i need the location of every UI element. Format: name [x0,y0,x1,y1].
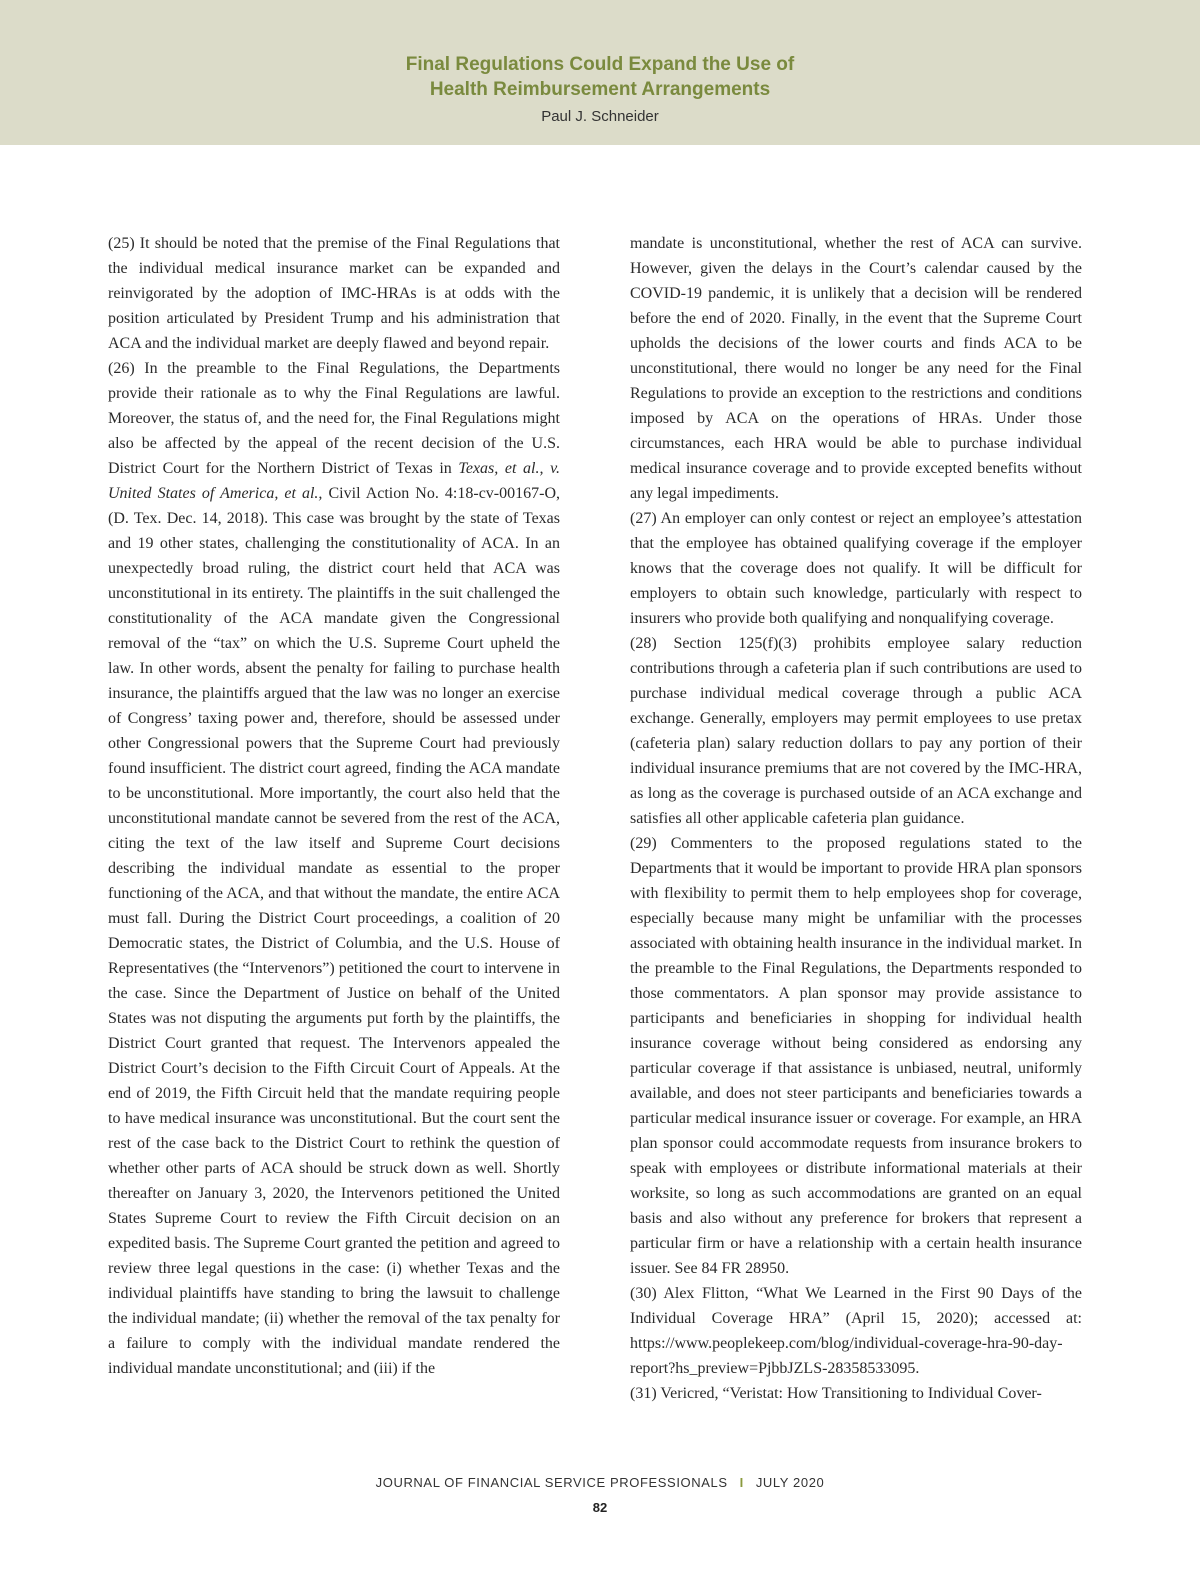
left-column [108,231,560,1381]
article-title-line-1: Final Regulations Could Expand the Use of [405,54,795,75]
note-26-continued: mandate is unconstitutional, whether the rest of ACA can survive. However, given the delays in the Court’s calendar caused by the COVID-19 pandemic, it is unlikely that a decision will be rendered before the end of 2020. Finally, in the event that the Supreme Court upholds the decisions of the lower courts and finds ACA to be unconstitutional, there would no longer be any need for the Final Regulations to provide an exception to the restrictions and conditions imposed by ACA on the operations of HRAs. Under those circumstances, each HRA would be able to purchase individual medical insurance coverage and to provide excepted benefits without any legal impediments. [630,235,1082,502]
note-31: (31) Vericred, “Veristat: How Transitioning to Individual Cover- [630,1385,1042,1402]
author-name: Paul J. Schneider [541,108,659,125]
footer-journal [0,1475,1200,1490]
note-26-case-name: Texas, et al., v. United States of America, et al., [108,460,561,502]
article-title [0,52,1200,102]
note-26-text-b: Civil Action No. 4:18-cv-00167-O, (D. Tex. Dec. 14, 2018). This case was brought by the state of Texas and 19 other states, challenging the constitutionality of ACA. In an unexpectedly broad ruling, the district court held that ACA was unconstitutional in its entirety. The plaintiffs in the suit challenged the constitutionality of the ACA mandate given the Congressional removal of the “tax” on which the U.S. Supreme Court upheld the law. In other words, absent the penalty for failing to purchase health insurance, the plaintiffs argued that the law was no longer an exercise of Congress’ taxing power and, therefore, should be assessed under other Congressional powers that the Supreme Court had previously found insufficient. The district court agreed, finding the ACA mandate to be unconstitutional. More importantly, the court also held that the unconstitutional mandate cannot be severed from the rest of the ACA, citing the text of the law itself and Supreme Court decisions describing the individual mandate as essential to the proper functioning of the ACA, and that without the mandate, the entire ACA must fall. During the District Court proceedings, a coalition of 20 Democratic states, the District of Columbia, and the U.S. House of Representatives (the “Intervenors”) petitioned the court to intervene in the case. Since the Department of Justice on behalf of the United States was not disputing the arguments put forth by the plaintiffs, the District Court granted that request. The Intervenors appealed the District Court’s decision to the Fifth Circuit Court of Appeals. At the end of 2019, the Fifth Circuit held that the mandate requiring people to have medical insurance was unconstitutional. But the court sent the rest of the case back to the District Court to rethink the question of whether other parts of ACA should be struck down as well. Shortly thereafter on January 3, 2020, the Intervenors petitioned the United States Supreme Court to review the Fifth Circuit decision on an expedited basis. The Supreme Court granted the petition and agreed to review three legal questions in the case: (i) whether Texas and the individual plaintiffs have standing to bring the lawsuit to challenge the individual mandate; (ii) whether the removal of the tax penalty for a failure to comply with the individual mandate rendered the individual mandate unconstitutional; and (iii) if the [108,485,560,1377]
note-30: (30) Alex Flitton, “What We Learned in the First 90 Days of the Individual Coverage HRA” (April 15, 2020); accessed at: https://www.peoplekeep.com/blog/individual-coverage-hra-90-day-report?hs_preview=PjbbJZLS-28358533095. [630,1285,1082,1377]
note-25: (25) It should be noted that the premise of the Final Regulations that the individual medical insurance market can be expanded and reinvigorated by the adoption of IMC-HRAs is at odds with the position articulated by President Trump and his administration that ACA and the individual market are deeply flawed and beyond repair. [108,235,560,352]
right-column [630,231,1082,1406]
note-26 [108,356,560,1381]
note-29: (29) Commenters to the proposed regulations stated to the Departments that it would be important to provide HRA plan sponsors with flexibility to permit them to help employees shop for coverage, especially because many might be unfamiliar with the processes associated with obtaining health insurance in the individual market. In the preamble to the Final Regulations, the Departments responded to those commentators. A plan sponsor may provide assistance to participants and beneficiaries in shopping for individual health insurance coverage without being considered as endorsing any particular coverage if that assistance is unbiased, neutral, uniformly available, and does not steer participants and beneficiaries towards a particular medical insurance issuer or coverage. For example, an HRA plan sponsor could accommodate requests from insurance brokers to speak with employees or distribute informational materials at their worksite, so long as such accommodations are granted on an equal basis and also without any preference for brokers that represent a particular firm or have a relationship with a certain health insurance issuer. See 84 FR 28950. [630,835,1082,1277]
note-27: (27) An employer can only contest or reject an employee’s attestation that the employee has obtained qualifying coverage if the employer knows that the coverage does not qualify. It will be difficult for employers to obtain such knowledge, particularly with respect to insurers who provide both qualifying and nonqualifying coverage. [630,510,1082,627]
header-band [0,0,1200,145]
footer-separator: I [739,1475,744,1490]
page-number: 82 [592,1500,608,1515]
note-26-text-a: (26) In the preamble to the Final Regulations, the Departments provide their rationale as to why the Final Regulations are lawful. Moreover, the status of, and the need for, the Final Regulations might also be affected by the appeal of the recent decision of the U.S. District Court for the Northern District of Texas in [108,360,560,477]
issue-date: JULY 2020 [755,1475,825,1490]
journal-name: JOURNAL OF FINANCIAL SERVICE PROFESSIONALS [375,1475,728,1490]
note-28: (28) Section 125(f)(3) prohibits employee salary reduction contributions through a cafeteria plan if such contributions are used to purchase individual medical coverage through a public ACA exchange. Generally, employers may permit employees to use pretax (cafeteria plan) salary reduction dollars to pay any portion of their individual insurance premiums that are not covered by the IMC-HRA, as long as the coverage is purchased outside of an ACA exchange and satisfies all other applicable cafeteria plan guidance. [630,635,1082,827]
article-title-line-2: Health Reimbursement Arrangements [429,79,771,100]
